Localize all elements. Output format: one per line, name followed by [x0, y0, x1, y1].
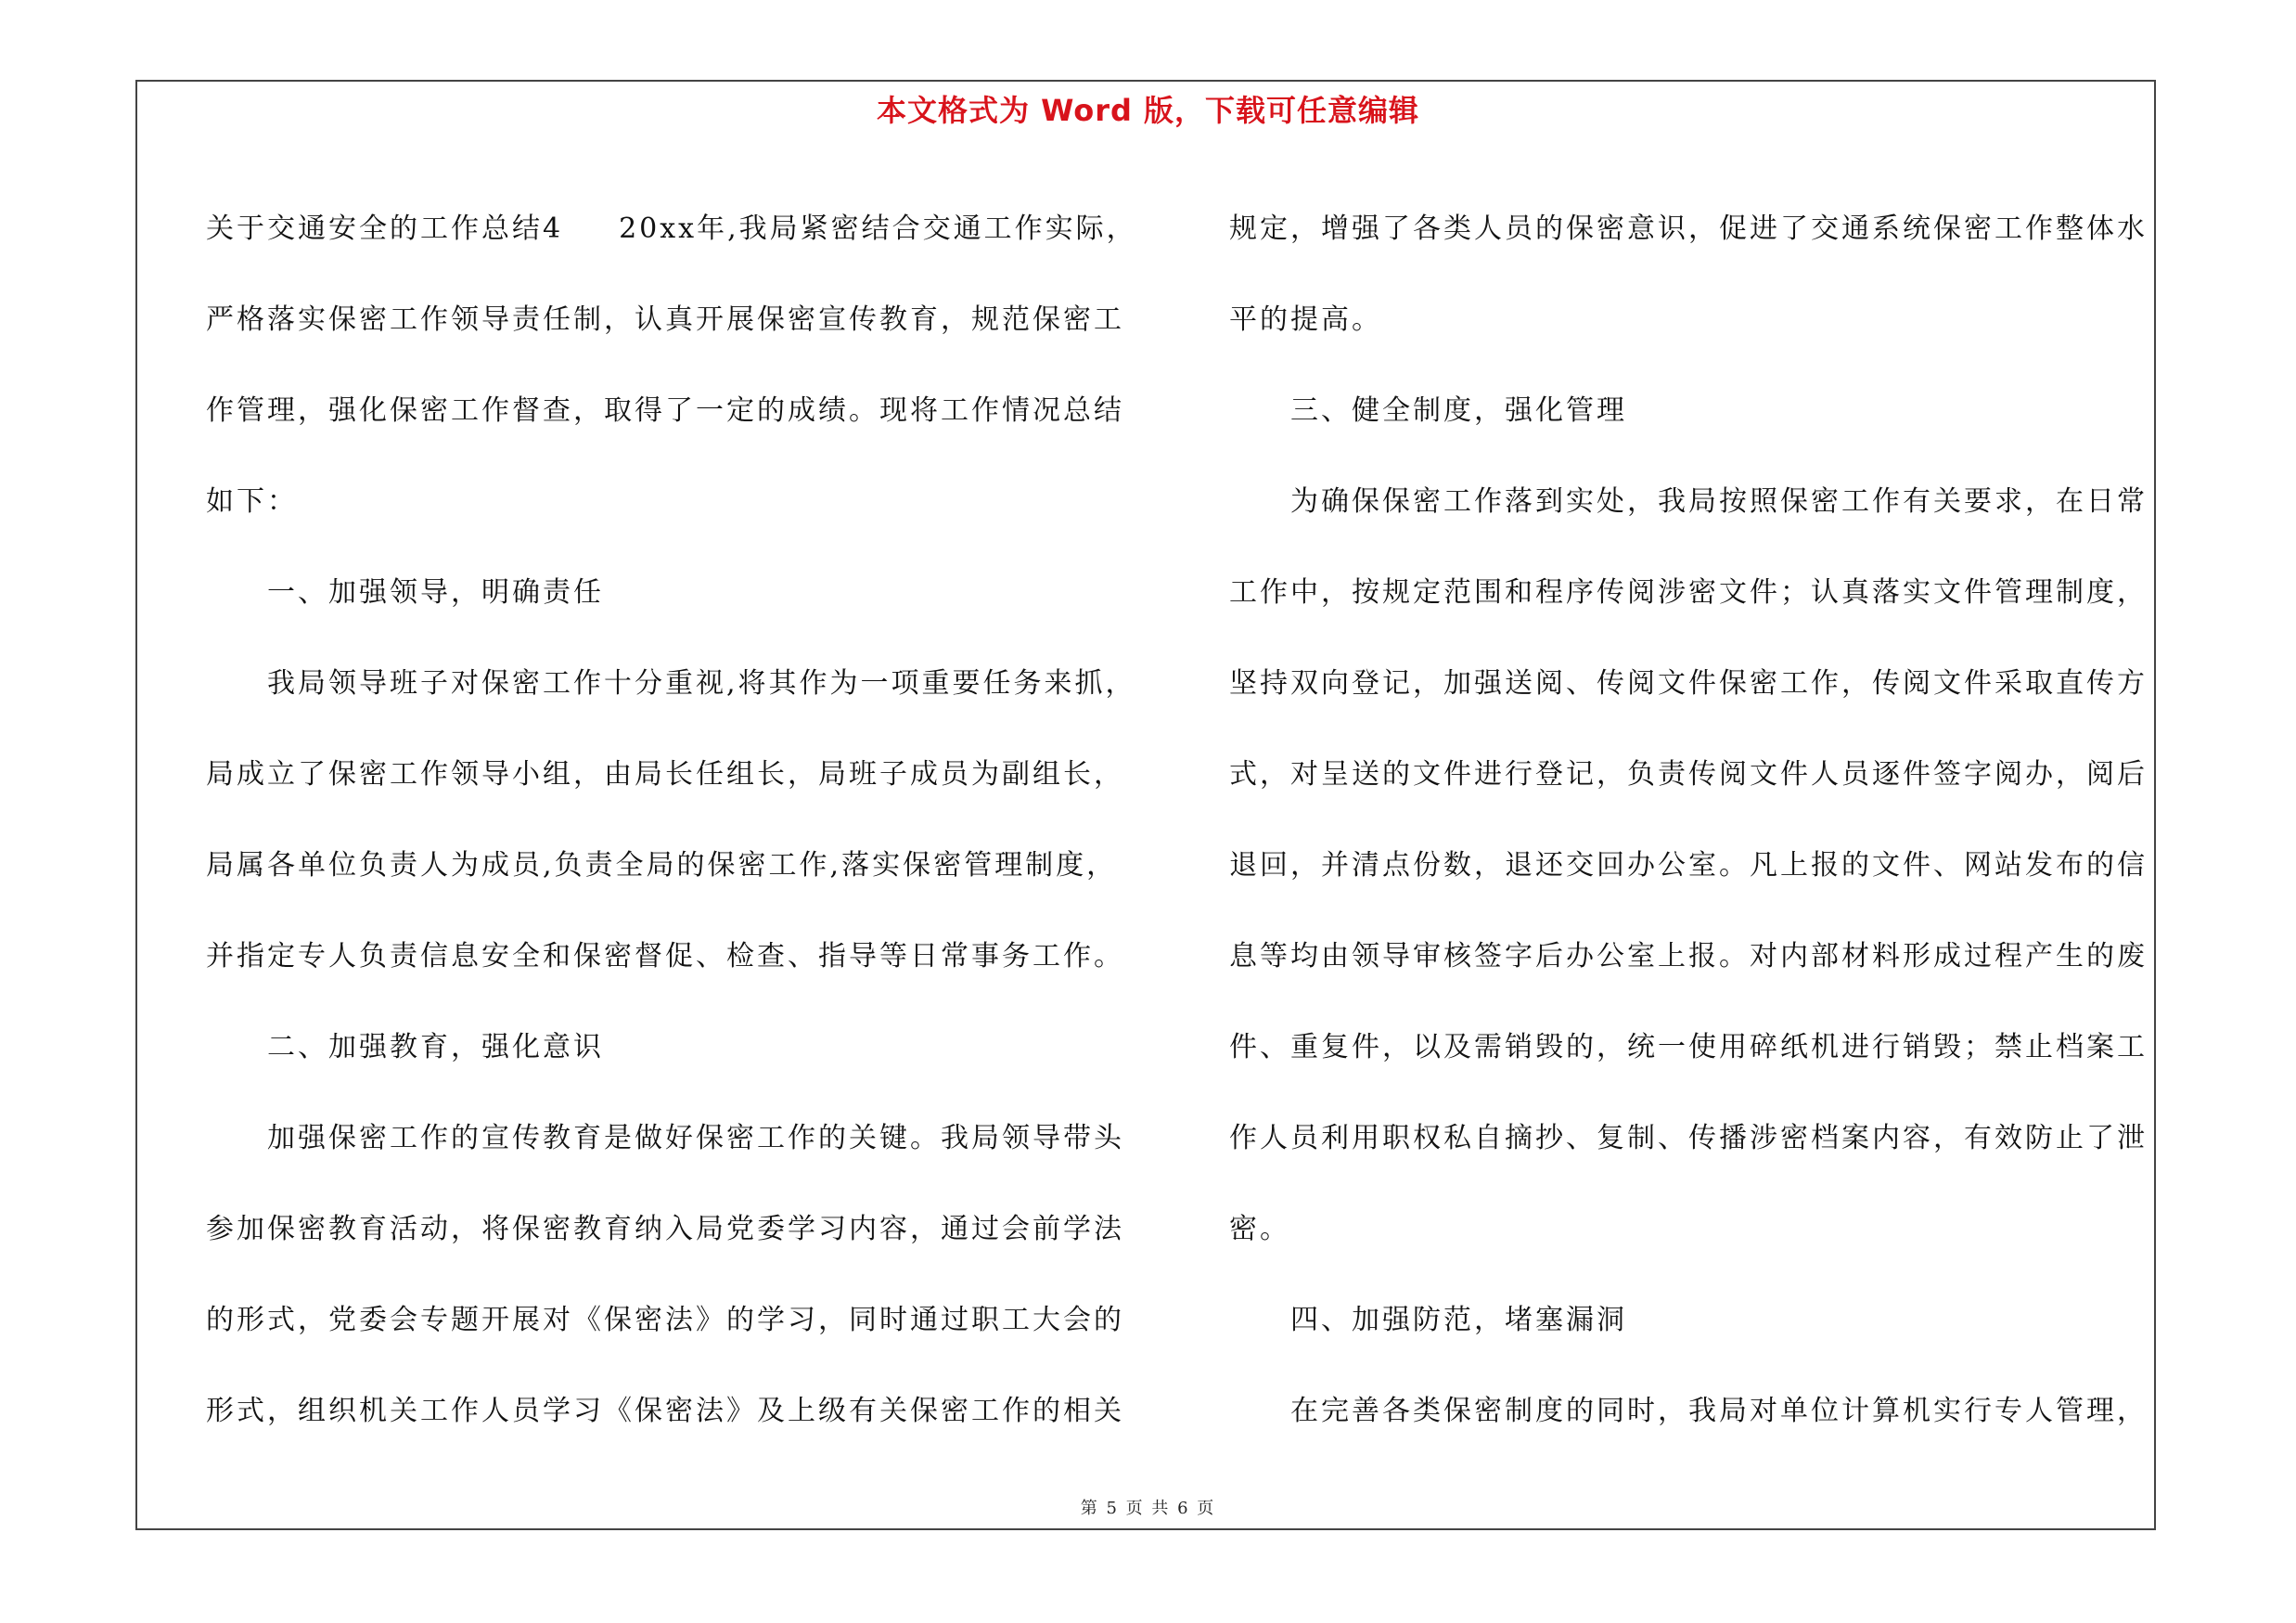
format-banner: 本文格式为 Word 版，下载可任意编辑 [876, 93, 1420, 128]
section-heading-4: 四、加强防范，堵塞漏洞 [1290, 1304, 1627, 1336]
article-title: 关于交通安全的工作总结4 [206, 213, 564, 245]
text-line: 密。 [1229, 1213, 1290, 1245]
text-line: 坚持双向登记，加强送阅、传阅文件保密工作，传阅文件采取直传方 [1229, 667, 2148, 700]
text-line: 式，对呈送的文件进行登记，负责传阅文件人员逐件签字阅办，阅后 [1229, 758, 2148, 791]
text-line: 局成立了保密工作领导小组，由局长任组长，局班子成员为副组长， [206, 758, 1124, 791]
text-line: 件、重复件，以及需销毁的，统一使用碎纸机进行销毁；禁止档案工 [1229, 1031, 2148, 1063]
text-line: 如下： [206, 485, 298, 518]
section-heading-3: 三、健全制度，强化管理 [1290, 394, 1627, 427]
text-line: 的形式，党委会专题开展对《保密法》的学习，同时通过职工大会的 [206, 1304, 1124, 1336]
text-line: 平的提高。 [1229, 303, 1382, 336]
text-line: 息等均由领导审核签字后办公室上报。对内部材料形成过程产生的废 [1229, 940, 2148, 973]
text-line: 形式，组织机关工作人员学习《保密法》及上级有关保密工作的相关 [206, 1395, 1124, 1427]
text-line: 工作中，按规定范围和程序传阅涉密文件；认真落实文件管理制度， [1229, 576, 2148, 609]
text-line: 退回，并清点份数，退还交回办公室。凡上报的文件、网站发布的信 [1229, 849, 2148, 882]
text-line: 为确保保密工作落到实处，我局按照保密工作有关要求，在日常 [1290, 485, 2148, 518]
right-column [1229, 184, 2157, 1457]
text-line: 作管理，强化保密工作督查，取得了一定的成绩。现将工作情况总结 [206, 394, 1124, 427]
text-line: 局属各单位负责人为成员,负责全局的保密工作,落实保密管理制度， [206, 849, 1118, 882]
text-line: 作人员利用职权私自摘抄、复制、传播涉密档案内容，有效防止了泄 [1229, 1122, 2148, 1154]
text-line: 并指定专人负责信息安全和保密督促、检查、指导等日常事务工作。 [206, 940, 1124, 973]
paragraph-text: 20xx年,我局紧密结合交通工作实际， [619, 213, 1137, 245]
text-line [206, 184, 1137, 275]
text-line: 参加保密教育活动，将保密教育纳入局党委学习内容，通过会前学法 [206, 1213, 1124, 1245]
text-line: 我局领导班子对保密工作十分重视,将其作为一项重要任务来抓， [267, 667, 1136, 700]
text-line: 规定，增强了各类人员的保密意识，促进了交通系统保密工作整体水 [1229, 213, 2148, 245]
text-line: 在完善各类保密制度的同时，我局对单位计算机实行专人管理， [1290, 1395, 2148, 1427]
section-heading-1: 一、加强领导，明确责任 [267, 576, 604, 609]
section-heading-2: 二、加强教育，强化意识 [267, 1031, 604, 1063]
page-number-footer: 第 5 页 共 6 页 [1080, 1499, 1216, 1518]
text-line: 加强保密工作的宣传教育是做好保密工作的关键。我局领导带头 [267, 1122, 1124, 1154]
left-column [206, 184, 1137, 1457]
text-line: 严格落实保密工作领导责任制，认真开展保密宣传教育，规范保密工 [206, 303, 1124, 336]
